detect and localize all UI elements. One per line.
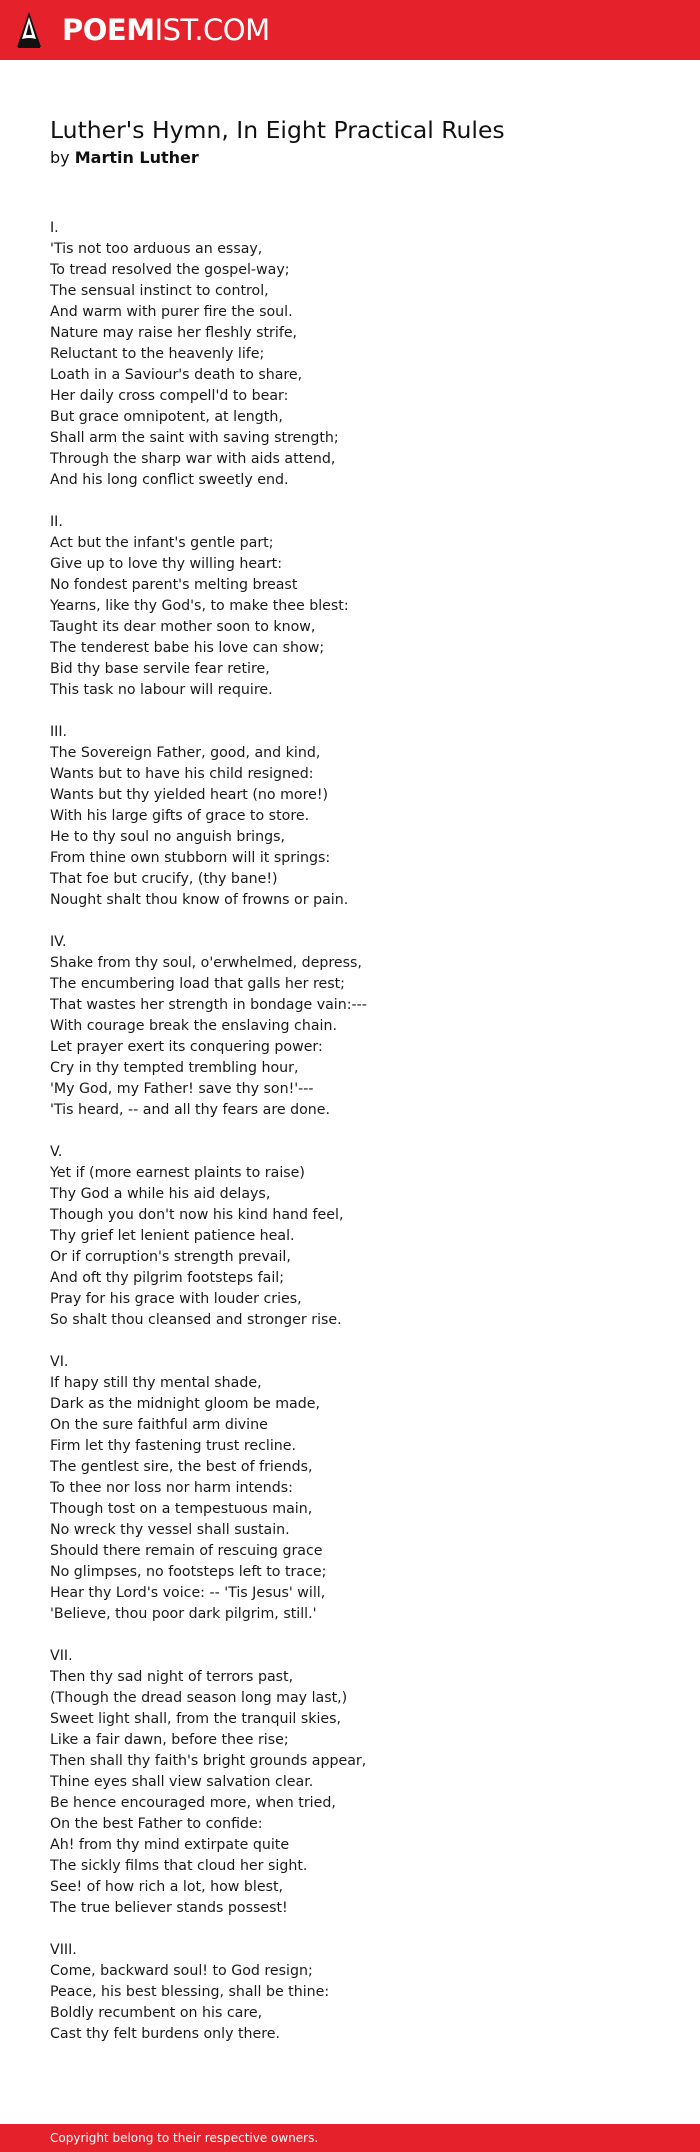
- poem-line: Firm let thy fastening trust recline.: [50, 1438, 297, 1454]
- poem-line: He to thy soul no anguish brings,: [50, 829, 286, 845]
- poem-line: Loath in a Saviour's death to share,: [50, 367, 303, 383]
- poem-line: Give up to love thy willing heart:: [50, 556, 283, 572]
- poem-line: 'My God, my Father! save thy son!'---: [50, 1081, 314, 1097]
- logo-text-light: IST.COM: [154, 12, 270, 47]
- poem-line: 'Believe, thou poor dark pilgrim, still.': [50, 1606, 317, 1622]
- stanza-number: VII.: [50, 1648, 73, 1664]
- poem-line: Let prayer exert its conquering power:: [50, 1039, 323, 1055]
- stanza-number: IV.: [50, 934, 67, 950]
- poem-line: This task no labour will require.: [50, 682, 273, 698]
- poem-line: Thine eyes shall view salvation clear.: [50, 1774, 314, 1790]
- byline-prefix: by: [50, 148, 70, 167]
- poem-line: That wastes her strength in bondage vain:---: [50, 997, 367, 1013]
- poem-line: Through the sharp war with aids attend,: [50, 451, 336, 467]
- poem-line: The true believer stands possest!: [50, 1900, 288, 1916]
- poem-line: From thine own stubborn will it springs:: [50, 850, 331, 866]
- poem-stanza: [50, 1142, 367, 1331]
- poem-line: Thy God a while his aid delays,: [50, 1186, 271, 1202]
- poem-stanza: [50, 932, 367, 1121]
- poem-line: And his long conflict sweetly end.: [50, 472, 289, 488]
- poem-stanza: [50, 512, 367, 701]
- poem-line: Nature may raise her fleshly strife,: [50, 325, 298, 341]
- poem-line: Then shall thy faith's bright grounds appear,: [50, 1753, 367, 1769]
- poem-stanza: [50, 722, 367, 911]
- poem-line: Shall arm the saint with saving strength;: [50, 430, 339, 446]
- poem-stanza: [50, 1940, 367, 2045]
- poem-stanza: [50, 1646, 367, 1919]
- poem-line: Yet if (more earnest plaints to raise): [50, 1165, 305, 1181]
- pen-nib-icon[interactable]: [16, 11, 42, 49]
- poem-line: Boldly recumbent on his care,: [50, 2005, 263, 2021]
- poem-line: With courage break the enslaving chain.: [50, 1018, 337, 1034]
- copyright-notice: Copyright belong to their respective owners.: [50, 2131, 319, 2145]
- poem-line: Though tost on a tempestuous main,: [50, 1501, 313, 1517]
- poem-line: And oft thy pilgrim footsteps fail;: [50, 1270, 285, 1286]
- site-logo[interactable]: [62, 12, 270, 47]
- poem-line: Dark as the midnight gloom be made,: [50, 1396, 320, 1412]
- poem-line: Act but the infant's gentle part;: [50, 535, 274, 551]
- poem-line: Her daily cross compell'd to bear:: [50, 388, 289, 404]
- site-footer: [0, 2124, 700, 2152]
- poem-line: No glimpses, no footsteps left to trace;: [50, 1564, 327, 1580]
- poem-line: If hapy still thy mental shade,: [50, 1375, 262, 1391]
- poem-line: Sweet light shall, from the tranquil skies,: [50, 1711, 342, 1727]
- poem-line: The tenderest babe his love can show;: [50, 640, 325, 656]
- poem-line: Yearns, like thy God's, to make thee blest:: [50, 598, 349, 614]
- poem-line: Like a fair dawn, before thee rise;: [50, 1732, 289, 1748]
- poem-line: Taught its dear mother soon to know,: [50, 619, 316, 635]
- poem-line: Wants but thy yielded heart (no more!): [50, 787, 329, 803]
- poem-author[interactable]: Martin Luther: [74, 148, 199, 167]
- poem-line: Thy grief let lenient patience heal.: [50, 1228, 295, 1244]
- poem-line: That foe but crucify, (thy bane!): [50, 871, 278, 887]
- poem-line: Shake from thy soul, o'erwhelmed, depress,: [50, 955, 362, 971]
- poem-line: Pray for his grace with louder cries,: [50, 1291, 302, 1307]
- logo-text-bold: POEM: [62, 12, 155, 47]
- poem-line: Ah! from thy mind extirpate quite: [50, 1837, 290, 1853]
- poem-line: Cry in thy tempted trembling hour,: [50, 1060, 299, 1076]
- poem-line: No fondest parent's melting breast: [50, 577, 298, 593]
- poem-line: 'Tis heard, -- and all thy fears are done.: [50, 1102, 331, 1118]
- poem-line: Wants but to have his child resigned:: [50, 766, 314, 782]
- stanza-number: I.: [50, 220, 59, 236]
- poem-line: Though you don't now his kind hand feel,: [50, 1207, 344, 1223]
- poem-stanza: [50, 1352, 367, 1625]
- poem-line: But grace omnipotent, at length,: [50, 409, 283, 425]
- poem-line: And warm with purer fire the soul.: [50, 304, 293, 320]
- poem-line: On the sure faithful arm divine: [50, 1417, 268, 1433]
- poem-line: The sickly films that cloud her sight.: [50, 1858, 308, 1874]
- stanza-number: VIII.: [50, 1942, 77, 1958]
- poem-line: See! of how rich a lot, how blest,: [50, 1879, 284, 1895]
- poem-line: Peace, his best blessing, shall be thine:: [50, 1984, 330, 2000]
- poem-line: Reluctant to the heavenly life;: [50, 346, 265, 362]
- poem-line: Or if corruption's strength prevail,: [50, 1249, 291, 1265]
- poem-line: Then thy sad night of terrors past,: [50, 1669, 294, 1685]
- poem-line: Nought shalt thou know of frowns or pain.: [50, 892, 349, 908]
- poem-line: Be hence encouraged more, when tried,: [50, 1795, 336, 1811]
- poem-line: Come, backward soul! to God resign;: [50, 1963, 313, 1979]
- poem-line: The encumbering load that galls her rest;: [50, 976, 345, 992]
- poem-line: To thee nor loss nor harm intends:: [50, 1480, 293, 1496]
- poem-byline: [50, 148, 199, 167]
- poem-title: Luther's Hymn, In Eight Practical Rules: [50, 116, 505, 144]
- stanza-number: III.: [50, 724, 68, 740]
- poem-stanza: [50, 218, 367, 491]
- site-header: [0, 0, 700, 60]
- poem-line: 'Tis not too arduous an essay,: [50, 241, 263, 257]
- stanza-number: VI.: [50, 1354, 69, 1370]
- poem-line: On the best Father to confide:: [50, 1816, 263, 1832]
- poem-line: The sensual instinct to control,: [50, 283, 269, 299]
- stanza-number: V.: [50, 1144, 63, 1160]
- poem-line: (Though the dread season long may last,): [50, 1690, 348, 1706]
- poem-line: Should there remain of rescuing grace: [50, 1543, 323, 1559]
- poem-line: The gentlest sire, the best of friends,: [50, 1459, 313, 1475]
- poem-line: To tread resolved the gospel-way;: [50, 262, 290, 278]
- poem-line: Cast thy felt burdens only there.: [50, 2026, 281, 2042]
- poem-body: [50, 218, 367, 2066]
- poem-line: The Sovereign Father, good, and kind,: [50, 745, 321, 761]
- poem-line: Bid thy base servile fear retire,: [50, 661, 270, 677]
- poem-line: With his large gifts of grace to store.: [50, 808, 310, 824]
- poem-line: So shalt thou cleansed and stronger rise.: [50, 1312, 342, 1328]
- poem-line: Hear thy Lord's voice: -- 'Tis Jesus' will,: [50, 1585, 326, 1601]
- stanza-number: II.: [50, 514, 63, 530]
- poem-line: No wreck thy vessel shall sustain.: [50, 1522, 290, 1538]
